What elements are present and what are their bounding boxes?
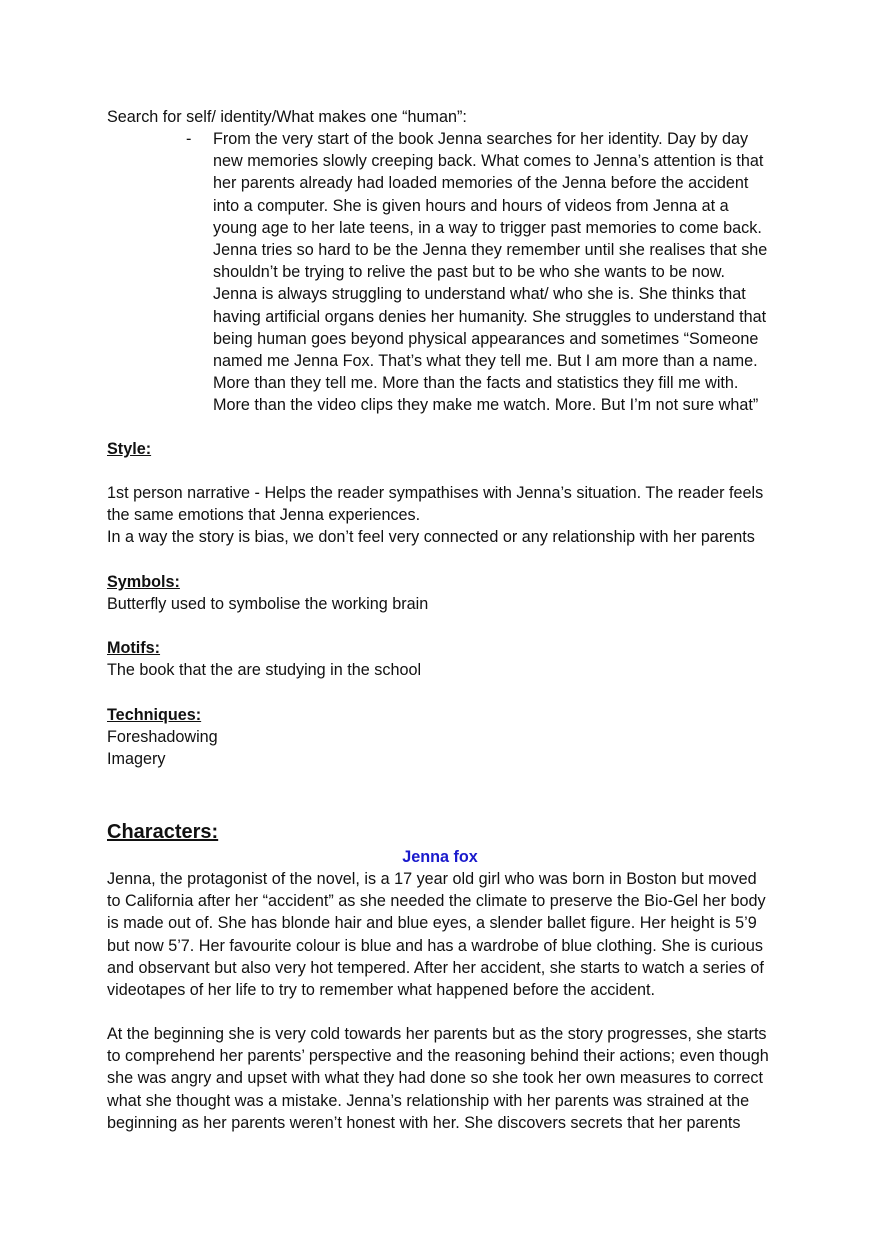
bullet-line: Jenna is always struggling to understand what/ who she is. She thinks that xyxy=(213,285,746,304)
paragraph-line: what she thought was a mistake. Jenna’s relationship with her parents was strained at the xyxy=(107,1091,750,1110)
bullet-line: new memories slowly creeping back. What comes to Jenna’s attention is that xyxy=(213,152,764,171)
character-name: Jenna fox xyxy=(402,848,478,866)
bullet-line: More than they tell me. More than the facts and statistics they fill me with. xyxy=(213,374,739,393)
paragraph-line: but now 5’7. Her favourite colour is blue and has a wardrobe of blue clothing. She is curious xyxy=(107,936,763,955)
characters-heading: Characters: xyxy=(107,821,219,843)
style-line: In a way the story is bias, we don’t feel very connected or any relationship with her parents xyxy=(107,528,755,547)
motifs-text: The book that the are studying in the school xyxy=(107,661,422,679)
techniques-heading: Techniques: xyxy=(107,706,202,724)
style-line: the same emotions that Jenna experiences. xyxy=(107,506,421,525)
character-paragraph-1 xyxy=(107,868,797,1001)
paragraph-line: is made out of. She has blonde hair and blue eyes, a slender ballet figure. Her height is 5’9 xyxy=(107,914,757,933)
paragraph-line: and observant but also very hot tempered. After her accident, she starts to watch a series of xyxy=(107,958,764,977)
bullet-line: More than the video clips they make me watch. More. But I’m not sure what” xyxy=(213,396,759,415)
bullet-line: her parents already had loaded memories of the Jenna before the accident xyxy=(213,174,749,193)
theme-heading: Search for self/ identity/What makes one “human”: xyxy=(107,108,467,126)
motifs-heading: Motifs: xyxy=(107,639,161,657)
style-text xyxy=(107,482,797,549)
style-line: 1st person narrative - Helps the reader sympathises with Jenna’s situation. The reader feels xyxy=(107,484,764,502)
bullet-line: having artificial organs denies her humanity. She struggles to understand that xyxy=(213,307,767,326)
bullet-line: young age to her late teens, in a way to trigger past memories to come back. xyxy=(213,218,762,237)
bullet-line: named me Jenna Fox. That’s what they tell me. But I am more than a name. xyxy=(213,352,758,371)
bullet-line: From the very start of the book Jenna searches for her identity. Day by day xyxy=(213,130,749,148)
paragraph-line: to California after her “accident” as she needed the climate to preserve the Bio-Gel her body xyxy=(107,892,766,911)
bullet-marker: - xyxy=(186,130,192,148)
symbols-text: Butterfly used to symbolise the working brain xyxy=(107,595,429,613)
character-paragraph-2 xyxy=(107,1023,797,1134)
bullet-line: shouldn’t be trying to relive the past but to be who she wants to be now. xyxy=(213,263,726,282)
technique-item: Foreshadowing xyxy=(107,728,218,746)
paragraph-line: videotapes of her life to try to remember what happened before the accident. xyxy=(107,981,656,1000)
bullet-line: being human goes beyond physical appearances and sometimes “Someone xyxy=(213,329,759,348)
paragraph-line: At the beginning she is very cold towards her parents but as the story progresses, she starts xyxy=(107,1025,767,1043)
bullet-line: Jenna tries so hard to be the Jenna they remember until she realises that she xyxy=(213,241,768,260)
style-heading: Style: xyxy=(107,440,152,458)
bullet-line: into a computer. She is given hours and hours of videos from Jenna at a xyxy=(213,196,729,215)
paragraph-line: Jenna, the protagonist of the novel, is a 17 year old girl who was born in Boston but moved xyxy=(107,870,757,888)
technique-item: Imagery xyxy=(107,750,166,768)
theme-bullet-text xyxy=(213,128,793,417)
paragraph-line: to comprehend her parents’ perspective and the reasoning behind their actions; even though xyxy=(107,1047,769,1066)
paragraph-line: beginning as her parents weren’t honest with her. She discovers secrets that her parents xyxy=(107,1113,741,1132)
paragraph-line: she was angry and upset with what they had done so she took her own measures to correct xyxy=(107,1069,763,1088)
symbols-heading: Symbols: xyxy=(107,573,180,591)
